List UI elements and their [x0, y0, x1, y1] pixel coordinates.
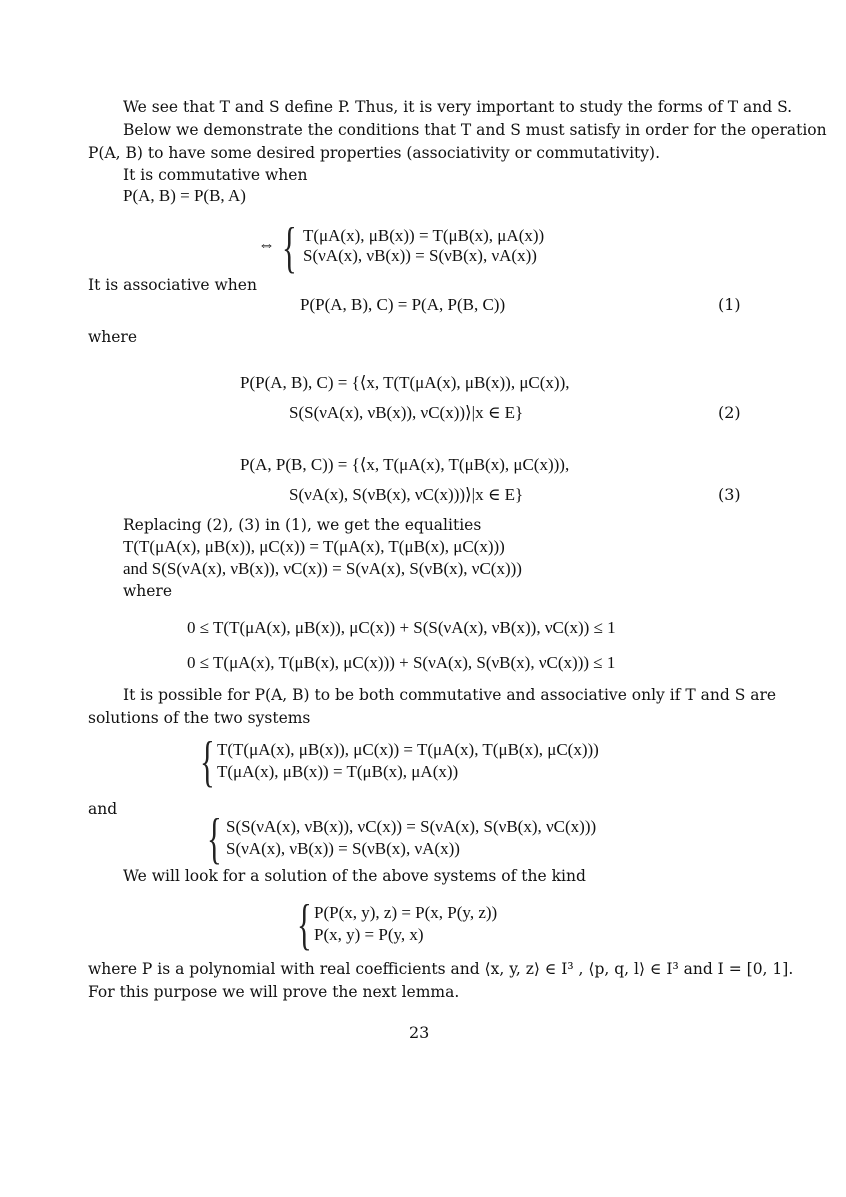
- system-p-line1: P(P(x, y), z) = P(x, P(y, z)): [314, 903, 498, 922]
- paragraph-possible-line2: solutions of the two systems: [88, 709, 311, 727]
- inequality-1: 0 ≤ T(T(μA(x), μB(x)), μC(x)) + S(S(νA(x), νB(x)), νC(x)) ≤ 1: [187, 618, 616, 637]
- system-t-line2: T(μA(x), μB(x)) = T(μB(x), μA(x)): [217, 762, 459, 781]
- paragraph-polynomial-line2: For this purpose we will prove the next lemma.: [88, 983, 460, 1001]
- page-number: 23: [409, 1023, 430, 1042]
- brace-system-p: {: [297, 894, 312, 956]
- brace-system-t: {: [200, 731, 215, 793]
- and-label: and: [88, 800, 118, 818]
- paragraph-define-p: We see that T and S define P. Thus, it is very important to study the forms of T and S.: [123, 98, 793, 116]
- paragraph-polynomial-line1: where P is a polynomial with real coefficients and ⟨x, y, z⟩ ∈ I³ , ⟨p, q, l⟩ ∈ I³ and I = [0, 1].: [88, 960, 794, 978]
- brace-system-s: {: [207, 808, 222, 870]
- iff-symbol: ⇔: [258, 235, 275, 254]
- brace-commutative: {: [282, 217, 297, 279]
- equation-1-number: (1): [718, 295, 741, 314]
- associative-label: It is associative when: [88, 276, 257, 294]
- system-t-line1: T(T(μA(x), μB(x)), μC(x)) = T(μA(x), T(μB(x), μC(x))): [217, 740, 599, 759]
- where-label-2: where: [123, 582, 173, 600]
- paragraph-conditions-line1: Below we demonstrate the conditions that T and S must satisfy in order for the operation: [123, 121, 827, 139]
- equation-2-line2: S(S(νA(x), νB(x)), νC(x))⟩|x ∈ E}: [289, 403, 524, 422]
- equation-1: P(P(A, B), C) = P(A, P(B, C)): [300, 295, 506, 314]
- commutative-system-line1: T(μA(x), μB(x)) = T(μB(x), μA(x)): [303, 226, 545, 245]
- paragraph-possible-line1: It is possible for P(A, B) to be both commutative and associative only if T and S are: [123, 686, 777, 704]
- inequality-2: 0 ≤ T(μA(x), T(μB(x), μC(x))) + S(νA(x), S(νB(x), νC(x))) ≤ 1: [187, 653, 616, 672]
- equation-3-line2: S(νA(x), S(νB(x), νC(x)))⟩|x ∈ E}: [289, 485, 524, 504]
- equation-2-number: (2): [718, 403, 741, 422]
- commutative-label: It is commutative when: [123, 166, 308, 184]
- equation-3-line1: P(A, P(B, C)) = {⟨x, T(μA(x), T(μB(x), μC(x))),: [240, 455, 570, 474]
- commutative-equation: P(A, B) = P(B, A): [123, 186, 246, 205]
- replacing-sentence: Replacing (2), (3) in (1), we get the equalities: [123, 516, 482, 534]
- equation-2-line1: P(P(A, B), C) = {⟨x, T(T(μA(x), μB(x)), μC(x)),: [240, 373, 570, 392]
- system-s-line2: S(νA(x), νB(x)) = S(νB(x), νA(x)): [226, 839, 460, 858]
- paragraph-conditions-line2: P(A, B) to have some desired properties (associativity or commutativity).: [88, 144, 660, 162]
- replaced-equality-1: T(T(μA(x), μB(x)), μC(x)) = T(μA(x), T(μB(x), μC(x))): [123, 537, 505, 556]
- paragraph-look-for-solution: We will look for a solution of the above systems of the kind: [123, 867, 586, 885]
- system-s-line1: S(S(νA(x), νB(x)), νC(x)) = S(νA(x), S(νB(x), νC(x))): [226, 817, 597, 836]
- where-label-1: where: [88, 328, 138, 346]
- equation-3-number: (3): [718, 485, 741, 504]
- commutative-system-line2: S(νA(x), νB(x)) = S(νB(x), νA(x)): [303, 246, 537, 265]
- system-p-line2: P(x, y) = P(y, x): [314, 925, 424, 944]
- replaced-equality-2: and S(S(νA(x), νB(x)), νC(x)) = S(νA(x), S(νB(x), νC(x))): [123, 559, 522, 578]
